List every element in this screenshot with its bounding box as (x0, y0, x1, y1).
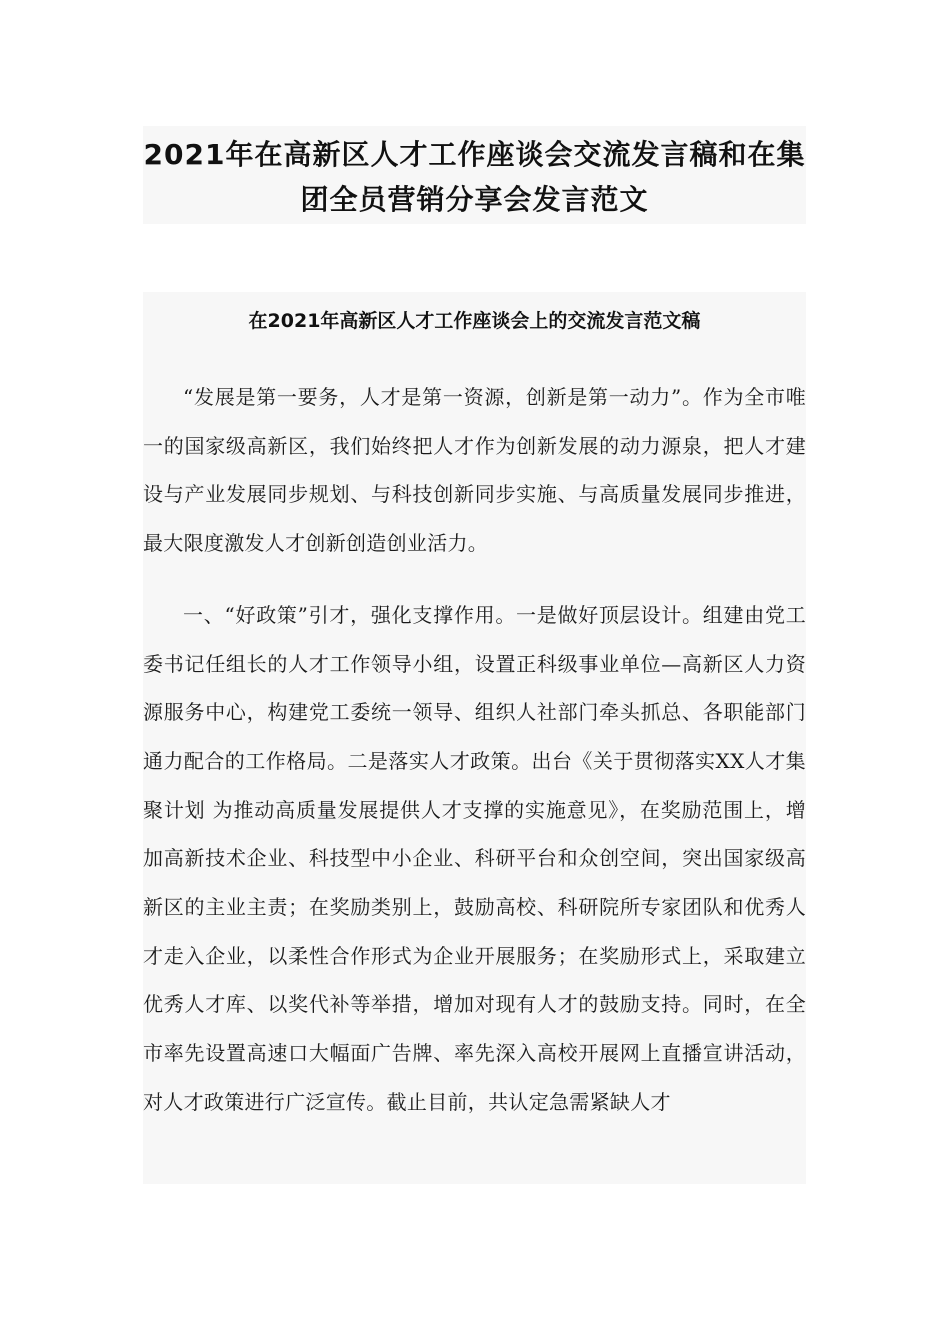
document-title: 2021年在高新区人才工作座谈会交流发言稿和在集团全员营销分享会发言范文 (143, 138, 806, 216)
document-title-block (143, 126, 806, 224)
document-body (143, 292, 806, 1184)
paragraph-policy: 一、“好政策”引才，强化支撑作用。一是做好顶层设计。组建由党工委书记任组长的人才工作领导小组，设置正科级事业单位—高新区人力资源服务中心，构建党工委统一领导、组织人社部门牵头抓总、各职能部门通力配合的工作格局。二是落实人才政策。出台《关于贯彻落实XX人才集聚计划 为推动高质量发展提供人才支撑的实施意见》，在奖励范围上，增加高新技术企业、科技型中小企业、科研平台和众创空间，突出国家级高新区的主业主责；在奖励类别上，鼓励高校、科研院所专家团队和优秀人才走入企业，以柔性合作形式为企业开展服务；在奖励形式上，采取建立优秀人才库、以奖代补等举措，增加对现有人才的鼓励支持。同时，在全市率先设置高速口大幅面广告牌、率先深入高校开展网上直播宣讲活动，对人才政策进行广泛宣传。截止目前，共认定急需紧缺人才 (143, 602, 806, 1114)
section-title: 在2021年高新区人才工作座谈会上的交流发言范文稿 (248, 310, 701, 332)
paragraph-intro: “发展是第一要务，人才是第一资源，创新是第一动力”。作为全市唯一的国家级高新区，我们始终把人才作为创新发展的动力源泉，把人才建设与产业发展同步规划、与科技创新同步实施、与高质量发展同步推进，最大限度激发人才创新创造创业活力。 (143, 385, 806, 556)
